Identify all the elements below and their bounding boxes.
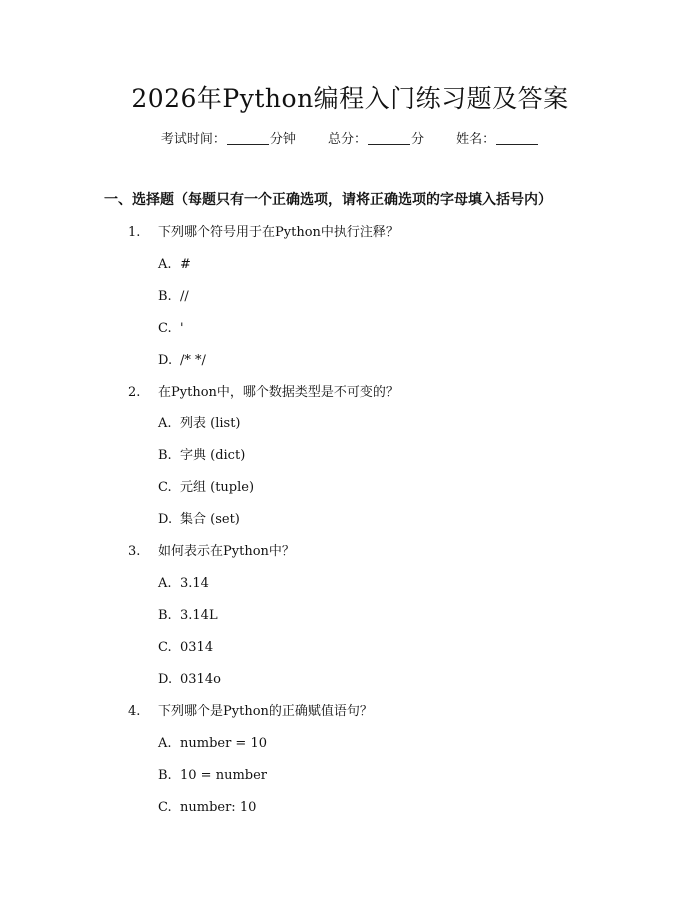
question-text: 下列哪个是Python的正确赋值语句？ bbox=[158, 704, 373, 719]
question bbox=[128, 542, 295, 562]
option-text: 0314 bbox=[180, 640, 214, 655]
answer-option bbox=[158, 414, 241, 434]
question-text: 在Python中，哪个数据类型是不可变的？ bbox=[158, 385, 399, 400]
option-letter: A. bbox=[158, 736, 172, 751]
student-name-blank bbox=[496, 130, 538, 145]
answer-option bbox=[158, 478, 254, 498]
exam-time-blank bbox=[227, 130, 269, 145]
option-text: 10 = number bbox=[180, 768, 268, 783]
answer-option bbox=[158, 766, 267, 786]
answer-option bbox=[158, 670, 221, 690]
exam-meta-line bbox=[0, 130, 700, 150]
student-name-field bbox=[456, 130, 539, 150]
option-text: # bbox=[180, 257, 191, 272]
option-text: 集合 (set) bbox=[180, 512, 240, 527]
exam-time-field bbox=[161, 130, 296, 150]
question-text: 下列哪个符号用于在Python中执行注释？ bbox=[158, 225, 399, 240]
question-number: 4. bbox=[128, 704, 141, 719]
option-letter: B. bbox=[158, 608, 172, 623]
exam-time-label: 考试时间： bbox=[160, 132, 226, 147]
option-text: // bbox=[180, 289, 189, 304]
answer-option bbox=[158, 638, 213, 658]
answer-option bbox=[158, 734, 267, 754]
answer-option bbox=[158, 446, 245, 466]
total-score-blank bbox=[368, 130, 410, 145]
option-text: number = 10 bbox=[180, 736, 268, 751]
answer-option bbox=[158, 287, 189, 307]
answer-option bbox=[158, 351, 206, 371]
answer-option bbox=[158, 798, 256, 818]
question-number: 2. bbox=[128, 385, 141, 400]
option-letter: C. bbox=[158, 640, 172, 655]
option-text: 3.14L bbox=[180, 608, 218, 623]
total-score-unit: 分 bbox=[411, 132, 425, 147]
total-score-field bbox=[328, 130, 424, 150]
option-text: ' bbox=[180, 321, 184, 336]
question-number: 3. bbox=[128, 544, 141, 559]
answer-option bbox=[158, 574, 209, 594]
question-number: 1. bbox=[128, 225, 141, 240]
option-text: 字典 (dict) bbox=[180, 448, 246, 463]
option-letter: A. bbox=[158, 416, 172, 431]
option-text: 3.14 bbox=[180, 576, 209, 591]
question bbox=[128, 223, 399, 243]
option-letter: D. bbox=[158, 512, 173, 527]
total-score-label: 总分： bbox=[327, 132, 367, 147]
option-text: 0314o bbox=[180, 672, 221, 687]
question-text: 如何表示在Python中？ bbox=[158, 544, 295, 559]
option-letter: D. bbox=[158, 353, 173, 368]
page-title: 2026年Python编程入门练习题及答案 bbox=[131, 84, 569, 113]
option-text: 列表 (list) bbox=[180, 416, 241, 431]
question bbox=[128, 383, 399, 403]
student-name-label: 姓名： bbox=[456, 132, 496, 147]
option-letter: A. bbox=[158, 576, 172, 591]
answer-option bbox=[158, 510, 240, 530]
option-text: 元组 (tuple) bbox=[180, 480, 255, 495]
option-letter: C. bbox=[158, 480, 172, 495]
question bbox=[128, 702, 373, 722]
option-letter: B. bbox=[158, 289, 172, 304]
answer-option bbox=[158, 606, 218, 626]
option-letter: B. bbox=[158, 768, 172, 783]
section-heading: 一、选择题（每题只有一个正确选项，请将正确选项的字母填入括号内） bbox=[104, 192, 552, 208]
option-text: number: 10 bbox=[180, 800, 257, 815]
answer-option bbox=[158, 319, 184, 339]
option-letter: D. bbox=[158, 672, 173, 687]
option-text: /* */ bbox=[180, 353, 206, 368]
exam-time-unit: 分钟 bbox=[269, 132, 296, 147]
option-letter: C. bbox=[158, 321, 172, 336]
option-letter: A. bbox=[158, 257, 172, 272]
answer-option bbox=[158, 255, 191, 275]
option-letter: B. bbox=[158, 448, 172, 463]
option-letter: C. bbox=[158, 800, 172, 815]
